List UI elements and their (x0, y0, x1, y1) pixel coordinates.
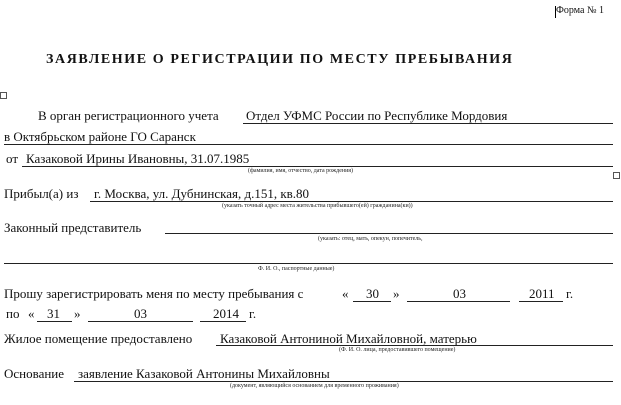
authority-value[interactable]: Отдел УФМС России по Республике Мордовия (246, 108, 508, 123)
from-year-suffix: г. (566, 286, 574, 301)
to-month-underline (88, 321, 193, 322)
basis-underline (74, 381, 613, 382)
page-title: ЗАЯВЛЕНИЕ О РЕГИСТРАЦИИ ПО МЕСТУ ПРЕБЫВАНИЯ (46, 52, 514, 67)
to-year[interactable]: 2014 (213, 306, 239, 321)
basis-label: Основание (4, 366, 65, 381)
representative-label: Законный представитель (4, 220, 142, 235)
representative-underline-2 (4, 263, 613, 264)
representative-underline-1 (165, 233, 613, 234)
to-day-open-quote: « (28, 306, 35, 321)
representative-caption-1: (указать: отец, мать, опекун, попечитель, (318, 236, 423, 242)
from-day-close-quote: » (393, 286, 400, 301)
authority-underline-2 (4, 144, 613, 145)
basis-value[interactable]: заявление Казаковой Антонины Михайловны (78, 366, 330, 381)
from-day-underline (353, 301, 391, 302)
housing-value[interactable]: Казаковой Антониной Михайловной, матерью (220, 331, 477, 346)
to-month[interactable]: 03 (134, 306, 147, 321)
basis-caption: (документ, являющийся основанием для временного проживания) (230, 383, 399, 389)
to-label: по (6, 306, 20, 321)
authority-label: В орган регистрационного учета (38, 108, 219, 123)
arrived-caption: (указать точный адрес места жительства прибывшего(ей) гражданина(ки)) (222, 203, 413, 209)
to-day-close-quote: » (74, 306, 81, 321)
arrived-value[interactable]: г. Москва, ул. Дубнинская, д.151, кв.80 (94, 186, 310, 201)
from-day[interactable]: 30 (366, 286, 379, 301)
from-year[interactable]: 2011 (529, 286, 555, 301)
from-month-underline (407, 301, 510, 302)
from-day-open-quote: « (342, 286, 349, 301)
representative-caption-2: Ф. И. О., паспортные данные) (258, 266, 335, 272)
authority-underline-1 (243, 123, 613, 124)
housing-underline (216, 345, 613, 346)
from-label: от (6, 151, 19, 166)
to-day-underline (37, 321, 72, 322)
left-resize-handle[interactable] (0, 92, 7, 99)
arrived-label: Прибыл(а) из (4, 186, 79, 201)
from-caption: (фамилия, имя, отчество, дата рождения) (248, 168, 354, 174)
right-resize-handle[interactable] (613, 172, 620, 179)
to-year-suffix: г. (249, 306, 257, 321)
arrived-underline (90, 201, 613, 202)
to-year-underline (200, 321, 246, 322)
form-number: Форма № 1 (556, 5, 604, 16)
from-month[interactable]: 03 (453, 286, 466, 301)
from-value[interactable]: Казаковой Ирины Ивановны, 31.07.1985 (26, 151, 250, 166)
to-day[interactable]: 31 (47, 306, 60, 321)
authority-value-cont[interactable]: в Октябрьском районе ГО Саранск (4, 129, 196, 144)
from-underline (22, 166, 613, 167)
housing-caption: (Ф. И. О. лица, предоставившего помещение) (339, 347, 456, 353)
from-year-underline (519, 301, 563, 302)
period-label: Прошу зарегистрировать меня по месту пребывания с (4, 286, 304, 301)
housing-label: Жилое помещение предоставлено (4, 331, 193, 346)
